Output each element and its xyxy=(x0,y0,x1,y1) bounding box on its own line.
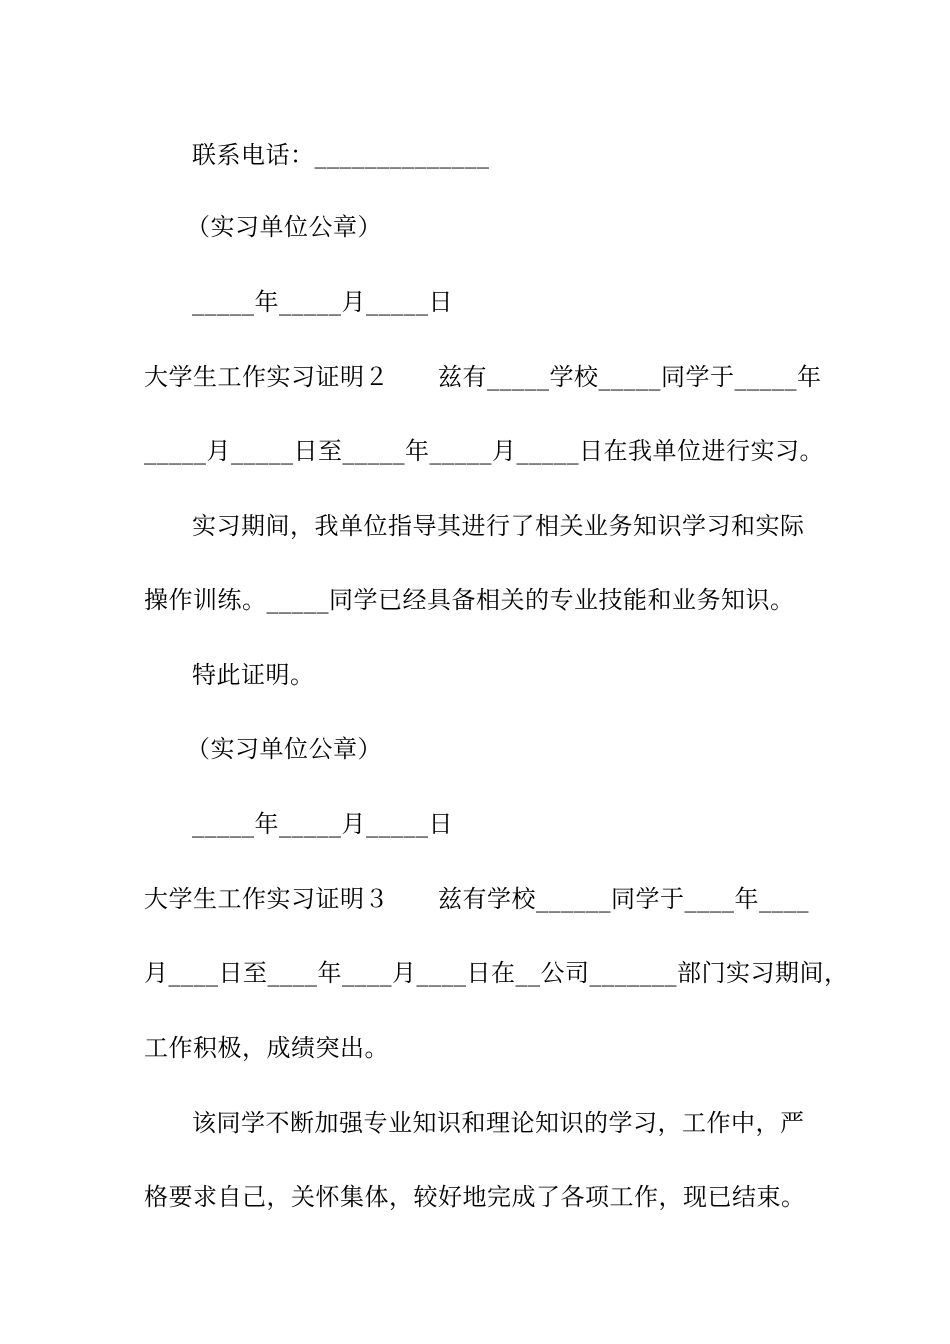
company-seal-line: （实习单位公章） xyxy=(186,213,382,241)
contact-phone-line: 联系电话：______________ xyxy=(192,141,490,169)
certificate-3-period-line: 月____日至____年____月____日在__公司_______部门实习期间， xyxy=(144,959,849,987)
certificate-2-period-line: _____月_____日至_____年_____月_____日在我单位进行实习。 xyxy=(144,437,824,465)
date-line-2: _____年_____月_____日 xyxy=(192,810,453,838)
certificate-3-body-line-1: 该同学不断加强专业知识和理论知识的学习，工作中，严 xyxy=(192,1109,805,1137)
certify-statement: 特此证明。 xyxy=(192,661,315,689)
certificate-3-performance-line: 工作积极，成绩突出。 xyxy=(144,1034,389,1062)
certificate-2-body-line-1: 实习期间，我单位指导其进行了相关业务知识学习和实际 xyxy=(192,512,805,540)
certificate-2-body-line-2: 操作训练。_____同学已经具备相关的专业技能和业务知识。 xyxy=(144,586,795,614)
certificate-3-body-line-2: 格要求自己，关怀集体，较好地完成了各项工作，现已结束。 xyxy=(144,1183,806,1211)
company-seal-line-2: （实习单位公章） xyxy=(186,735,382,763)
date-line: _____年_____月_____日 xyxy=(192,288,453,316)
certificate-3-heading-line: 大学生工作实习证明３ 兹有学校______同学于____年____ xyxy=(144,885,809,913)
certificate-2-heading-line: 大学生工作实习证明２ 兹有_____学校_____同学于_____年 xyxy=(144,363,822,391)
